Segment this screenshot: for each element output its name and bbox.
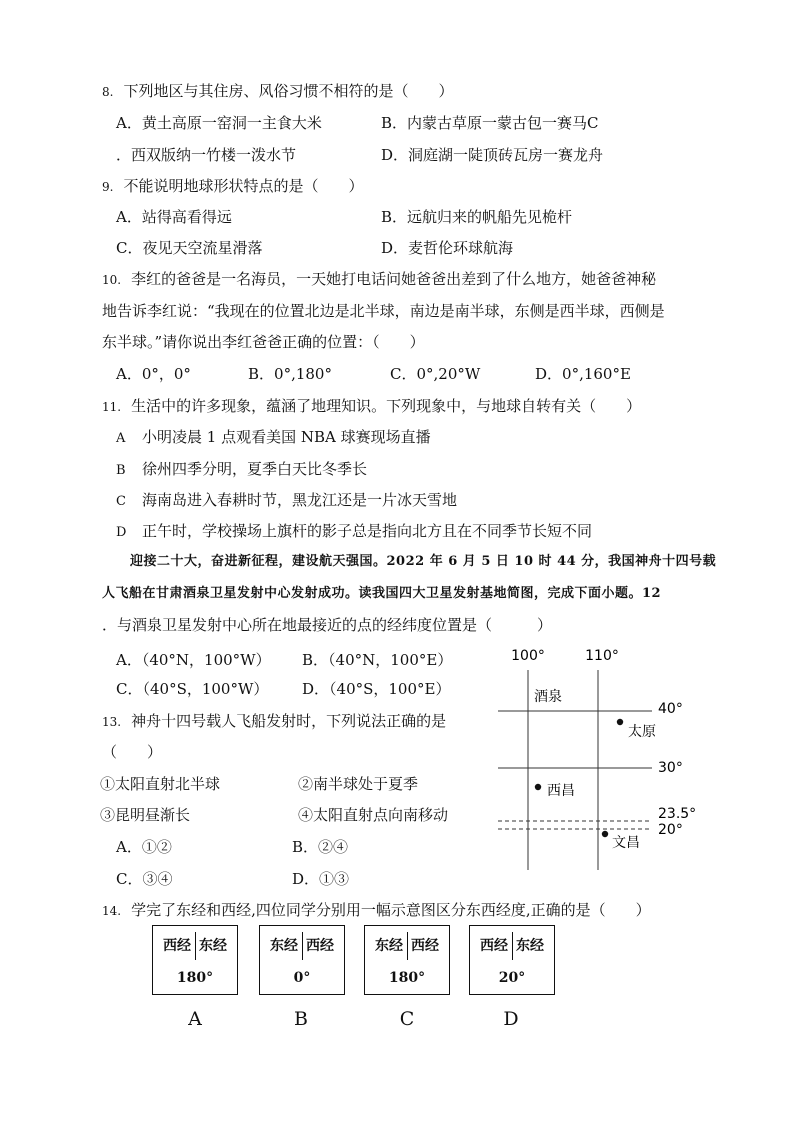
q14-box-c-right: 西经 bbox=[411, 938, 439, 954]
q14-box-c-degree: 180° bbox=[388, 970, 426, 986]
q8-number: 8. bbox=[102, 85, 114, 99]
q14-box-a-divider bbox=[195, 932, 196, 960]
q14-stem-text: 学完了东经和西经,四位同学分别用一幅示意图区分东西经度,正确的是（ ） bbox=[131, 901, 651, 919]
q8-option-a: A．黄土高原一窑洞一主食大米 bbox=[116, 114, 322, 132]
q14-label-c: C bbox=[399, 1008, 415, 1030]
q12-option-b: B．（40°N，100°E） bbox=[302, 651, 453, 669]
q14-box-b-right: 西经 bbox=[306, 938, 334, 954]
q13-number: 13. bbox=[102, 715, 122, 729]
q12-option-a: A．（40°N，100°W） bbox=[116, 651, 271, 669]
q8-stem bbox=[102, 81, 453, 102]
q13-statement-1: ①太阳直射北半球 bbox=[100, 775, 221, 793]
q14-box-d-divider bbox=[512, 932, 513, 960]
q11-option-b-text: 徐州四季分明，夏季白天比冬季长 bbox=[142, 460, 368, 478]
q13-stem-text: 神舟十四号载人飞船发射时，下列说法正确的是 bbox=[131, 712, 447, 730]
q9-option-a: A．站得高看得远 bbox=[116, 208, 232, 226]
q11-stem-text: 生活中的许多现象，蕴涵了地理知识。下列现象中，与地球自转有关（ ） bbox=[131, 397, 642, 415]
q14-box-a-left: 西经 bbox=[163, 938, 191, 954]
q11-option-c bbox=[116, 490, 457, 512]
q11-option-a-text: 小明凌晨 1 点观看美国 NBA 球赛现场直播 bbox=[142, 428, 431, 446]
q14-box-d bbox=[469, 925, 555, 995]
q11-option-c-text: 海南岛进入春耕时节，黑龙江还是一片冰天雪地 bbox=[142, 491, 458, 509]
q14-box-c-left: 东经 bbox=[375, 938, 403, 954]
intro-line-2: 人飞船在甘肃酒泉卫星发射中心发射成功。读我国四大卫星发射基地简图，完成下面小题。12 bbox=[102, 586, 662, 601]
q11-number: 11. bbox=[102, 400, 122, 414]
q11-option-a bbox=[116, 427, 431, 449]
q11-option-a-letter: A bbox=[116, 431, 126, 446]
q12-stem: ．与酒泉卫星发射中心所在地最接近的点的经纬度位置是（ ） bbox=[102, 616, 553, 634]
q11-option-d-letter: D bbox=[116, 525, 127, 540]
q14-label-a: A bbox=[188, 1008, 202, 1030]
q10-line-1-text: 李红的爸爸是一名海员，一天她打电话问她爸爸出差到了什么地方，她爸爸神秘 bbox=[131, 270, 657, 288]
q11-option-d bbox=[116, 521, 592, 543]
q11-stem bbox=[102, 396, 641, 417]
q14-box-b-left: 东经 bbox=[270, 938, 298, 954]
label-23-5: 23.5° bbox=[658, 806, 697, 822]
xichang-dot bbox=[535, 784, 541, 790]
q12-option-d: D．（40°S，100°E） bbox=[302, 680, 451, 698]
q14-box-b-divider bbox=[302, 932, 303, 960]
label-xichang: 西昌 bbox=[547, 783, 575, 799]
q13-statement-2: ②南半球处于夏季 bbox=[298, 775, 419, 793]
label-110: 110° bbox=[585, 648, 619, 664]
q11-option-b-letter: B bbox=[116, 463, 126, 478]
q8-option-d: D．洞庭湖一陡顶砖瓦房一赛龙舟 bbox=[381, 146, 604, 164]
label-100: 100° bbox=[511, 648, 545, 664]
q10-line-3: 东半球。”请你说出李红爸爸正确的位置：（ ） bbox=[102, 333, 425, 351]
q10-option-a: A．0°，0° bbox=[116, 365, 191, 383]
q14-box-b bbox=[259, 925, 345, 995]
wenchang-dot bbox=[602, 831, 608, 837]
q14-stem bbox=[102, 900, 651, 921]
q9-option-b: B．远航归来的帆船先见桅杆 bbox=[381, 208, 573, 226]
q9-option-d: D．麦哲伦环球航海 bbox=[381, 239, 514, 257]
q10-line-1 bbox=[102, 269, 656, 290]
q14-box-c-divider bbox=[407, 932, 408, 960]
taiyuan-dot bbox=[617, 719, 623, 725]
label-jiuquan: 酒泉 bbox=[534, 689, 562, 705]
q14-label-b: B bbox=[294, 1008, 308, 1030]
q14-box-d-right: 东经 bbox=[516, 938, 544, 954]
q14-box-c bbox=[364, 925, 450, 995]
q14-box-d-degree: 20° bbox=[498, 970, 526, 986]
q14-label-d: D bbox=[503, 1008, 519, 1030]
q9-stem bbox=[102, 176, 363, 197]
q13-option-a: A．①② bbox=[116, 838, 172, 856]
q14-box-b-degree: 0° bbox=[293, 970, 311, 986]
q13-statement-3: ③昆明昼渐长 bbox=[100, 806, 191, 824]
q10-number: 10. bbox=[102, 273, 122, 287]
launch-base-map bbox=[480, 640, 720, 880]
q14-number: 14. bbox=[102, 904, 122, 918]
q13-stem bbox=[102, 711, 446, 732]
q13-option-b: B．②④ bbox=[292, 838, 349, 856]
q9-stem-text: 不能说明地球形状特点的是（ ） bbox=[123, 177, 364, 195]
q8-option-b: B．内蒙古草原一蒙古包一赛马C bbox=[381, 114, 599, 132]
q11-option-d-text: 正午时，学校操场上旗杆的影子总是指向北方且在不同季节长短不同 bbox=[142, 522, 593, 540]
q8-stem-text: 下列地区与其住房、风俗习惯不相符的是（ ） bbox=[123, 82, 454, 100]
label-30: 30° bbox=[658, 760, 683, 776]
q10-option-d: D．0°,160°E bbox=[535, 365, 631, 383]
q13-paren: （ ） bbox=[102, 743, 163, 761]
q14-box-a bbox=[152, 925, 238, 995]
q13-option-c: C．③④ bbox=[116, 870, 173, 888]
q8-option-c: ．西双版纳一竹楼一泼水节 bbox=[116, 146, 297, 164]
q11-option-c-letter: C bbox=[116, 494, 126, 509]
intro-line-1: 迎接二十大，奋进新征程，建设航天强国。2022 年 6 月 5 日 10 时 44 分，我国神舟十四号载 bbox=[130, 554, 717, 569]
q9-number: 9. bbox=[102, 180, 114, 194]
label-20: 20° bbox=[658, 822, 683, 838]
label-40: 40° bbox=[658, 701, 683, 717]
q10-option-c: C．0°,20°W bbox=[390, 365, 481, 383]
q14-box-d-left: 西经 bbox=[480, 938, 508, 954]
q13-statement-4: ④太阳直射点向南移动 bbox=[298, 806, 449, 824]
q10-line-2: 地告诉李红说：“我现在的位置北边是北半球，南边是南半球，东侧是西半球，西侧是 bbox=[102, 302, 665, 320]
label-taiyuan: 太原 bbox=[628, 724, 656, 740]
q9-option-c: C．夜见天空流星滑落 bbox=[116, 239, 263, 257]
q14-box-a-right: 东经 bbox=[199, 938, 227, 954]
q14-box-a-degree: 180° bbox=[176, 970, 214, 986]
q11-option-b bbox=[116, 459, 367, 481]
label-wenchang: 文昌 bbox=[612, 835, 640, 851]
q10-option-b: B．0°,180° bbox=[248, 365, 332, 383]
q12-option-c: C．（40°S，100°W） bbox=[116, 680, 269, 698]
q13-option-d: D．①③ bbox=[292, 870, 350, 888]
